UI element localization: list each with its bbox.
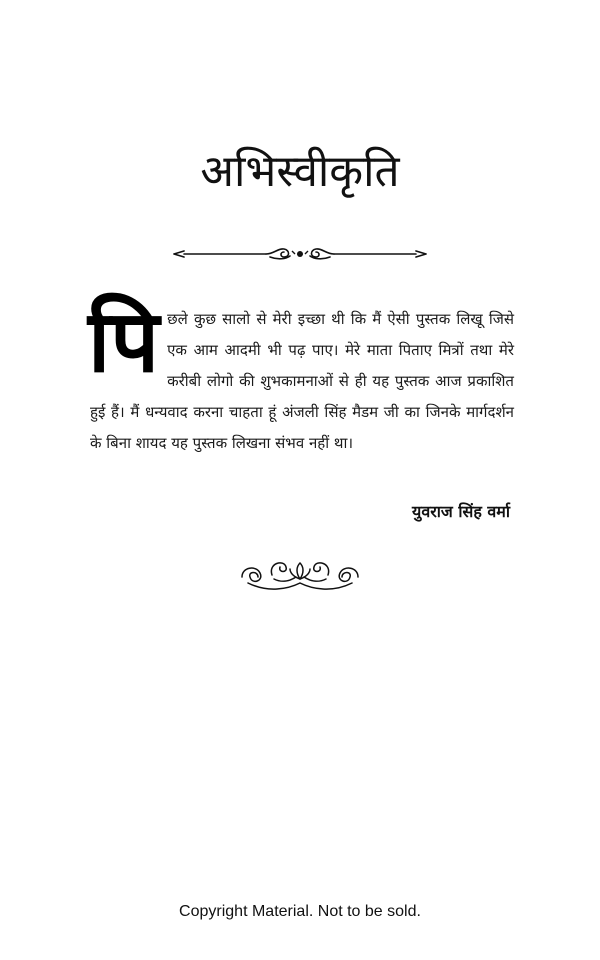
swirl-ornament-icon: [238, 553, 362, 597]
flourish-divider-icon: [170, 243, 430, 265]
copyright-footer: Copyright Material. Not to be sold.: [179, 903, 421, 920]
body-paragraph: छले कुछ सालो से मेरी इच्छा थी कि मैं ऐसी पुस्तक लिखू जिसे एक आम आदमी भी पढ़ पाए। मेरे माता पिताए मित्रों तथा मेरे करीबी लोगो की शुभकामनाओं से ही यह पुस्तक आज प्रकाशित हुई हैं। मैं धन्यवाद करना चाहता हूं अंजली सिंह मैडम जी का जिनके मार्गदर्शन के बिना शायद यह पुस्तक लिखना संभव नहीं था।: [90, 310, 514, 452]
page-title: अभिस्वीकृति: [200, 146, 400, 197]
drop-cap: पि: [88, 291, 160, 392]
acknowledgement-body: [88, 291, 514, 459]
author-signature: युवराज सिंह वर्मा: [412, 502, 510, 521]
